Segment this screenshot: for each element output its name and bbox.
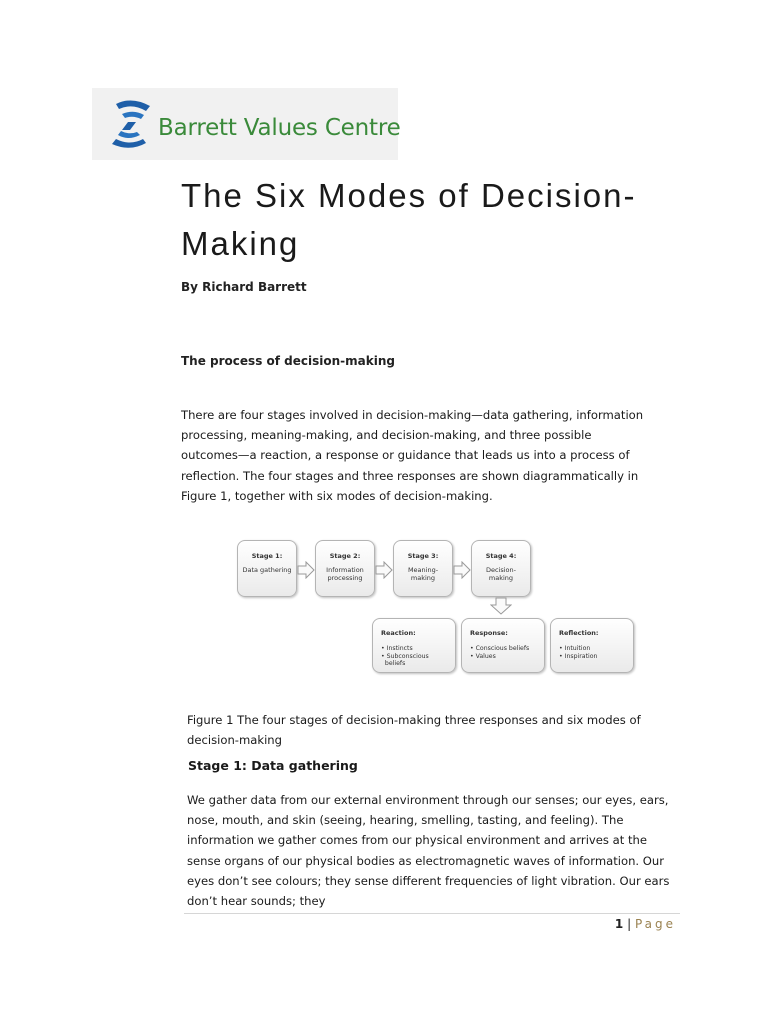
outcome-item: • Instincts [381,645,413,652]
stage-title: Stage 1: [251,552,283,560]
stage-desc: Meaning-making [407,566,439,582]
outcome-list [470,645,536,660]
section-heading: The process of decision-making [181,354,395,368]
logo-text: Barrett Values Centre [158,115,401,141]
decision-making-diagram [234,534,634,679]
outcome-title: Reflection: [559,629,599,637]
outcome-item: • Values [470,652,496,660]
right-arrow-icon [453,561,471,579]
stage-desc: Decision-making [485,566,517,582]
outcome-title: Response: [470,629,508,637]
stage-box-2 [315,540,375,597]
outcome-item: • Conscious beliefs [470,645,530,652]
outcome-title: Reaction: [381,629,416,637]
outcome-list [381,645,447,668]
outcome-box-reaction [372,618,456,673]
stage-box-1 [237,540,297,597]
outcome-item: • Subconscious [381,652,429,660]
outcome-item: • Inspiration [559,652,598,660]
stage-title: Stage 3: [407,552,439,560]
outcome-item: beliefs [381,660,406,668]
subsection-heading: Stage 1: Data gathering [188,758,358,773]
stage-title: Stage 4: [485,552,517,560]
outcome-box-reflection [550,618,634,673]
footer-separator: | [623,917,635,931]
right-arrow-icon [375,561,393,579]
page-label: Page [634,917,676,931]
footer-divider [184,913,680,914]
page-footer [615,917,676,931]
stage-desc: Data gathering [242,566,292,574]
intro-paragraph: There are four stages involved in decision-making—data gathering, information processing, meaning-making, and decision-making, and three possible outcomes—a reaction, a response or guidance that leads us into a process of reflection. The four stages and three responses are shown diagrammatically in Figure 1, together with six modes of decision-making. [181,408,644,503]
page-number: 1 [614,917,624,931]
author-byline: By Richard Barrett [181,280,307,294]
right-arrow-icon [297,561,315,579]
page-title: The Six Modes of Decision-Making [181,177,637,262]
outcome-list [559,645,625,660]
stage-box-4 [471,540,531,597]
stage-desc: Information processing [326,566,364,582]
body-paragraph: We gather data from our external environment through our senses; our eyes, ears, nose, mouth, and skin (seeing, hearing, smelling, tasting, and feeling). The information we gather comes from our physical environment and arrives at the sense organs of our physical bodies as electromagnetic waves of information. Our eyes don’t see colours; they sense different frequencies of light vibration. Our ears don’t hear sounds; they [187,793,670,909]
barrett-logo-icon [106,98,156,152]
down-arrow-icon [490,597,512,615]
outcome-box-response [461,618,545,673]
logo [92,88,401,160]
stage-box-3 [393,540,453,597]
figure-caption: Figure 1 The four stages of decision-making three responses and six modes of decision-making [187,713,641,747]
stage-title: Stage 2: [329,552,361,560]
outcome-item: • Intuition [559,645,591,652]
